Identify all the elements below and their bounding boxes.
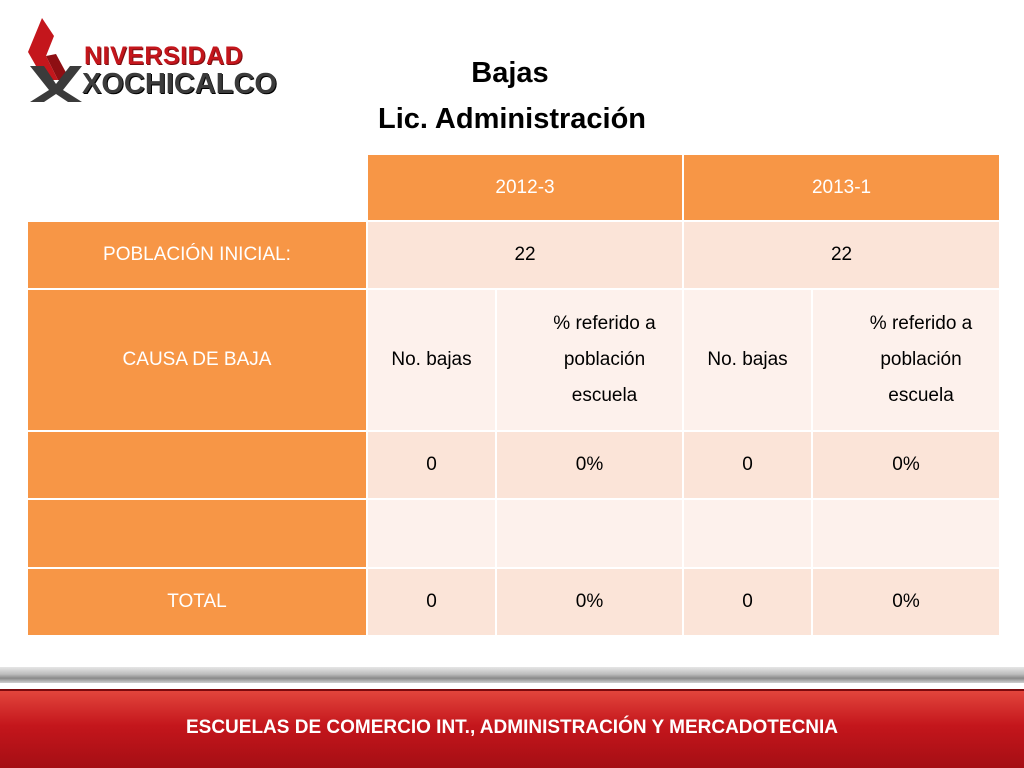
- row-label-cell: POBLACIÓN INICIAL:: [27, 221, 367, 289]
- table-row: [27, 221, 1000, 289]
- subheader-text-line: escuela: [571, 385, 638, 406]
- table-row: [27, 499, 1000, 568]
- bajas-table: [26, 153, 1001, 637]
- logo-text-niversidad: NIVERSIDAD: [84, 42, 244, 70]
- table-header-row: [27, 154, 1000, 221]
- table-cell: 0%: [812, 431, 1000, 499]
- table-cell: [812, 499, 1000, 568]
- footer-divider-band: [0, 667, 1024, 683]
- period-header-cell: 2012-3: [367, 154, 683, 221]
- slide-subtitle: Lic. Administración: [377, 103, 647, 135]
- subheader-cell: [812, 289, 1000, 431]
- subheader-text-line: población: [880, 349, 962, 370]
- table-row: [27, 289, 1000, 431]
- footer-text: ESCUELAS DE COMERCIO INT., ADMINISTRACIÓN Y MERCADOTECNIA: [185, 717, 839, 738]
- table-row: [27, 431, 1000, 499]
- table-cell: 0: [683, 431, 812, 499]
- table-cell: 0: [367, 431, 496, 499]
- logo-text-xochicalco: XOCHICALCO: [82, 68, 277, 100]
- slide-title: Bajas: [471, 57, 549, 89]
- poblacion-value-cell: 22: [683, 221, 1000, 289]
- table-cell: 0%: [812, 568, 1000, 636]
- subheader-text-line: población: [563, 349, 646, 370]
- table-cell: 0: [683, 568, 812, 636]
- subheader-cell: No. bajas: [683, 289, 812, 431]
- subheader-cell: No. bajas: [367, 289, 496, 431]
- table-cell: [496, 499, 683, 568]
- table-cell: [367, 499, 496, 568]
- subheader-text-line: % referido a: [553, 313, 656, 334]
- total-row: [27, 568, 1000, 636]
- subheader-text-line: escuela: [888, 385, 954, 406]
- table-cell: [683, 499, 812, 568]
- table-cell: 0%: [496, 568, 683, 636]
- table-cell: 0: [367, 568, 496, 636]
- table-cell: 0%: [496, 431, 683, 499]
- subheader-cell: [496, 289, 683, 431]
- row-label-cell: [27, 431, 367, 499]
- subheader-text-line: % referido a: [869, 313, 973, 334]
- row-label-cell: [27, 499, 367, 568]
- row-label-cell: TOTAL: [27, 568, 367, 636]
- row-label-cell: CAUSA DE BAJA: [27, 289, 367, 431]
- period-header-cell: 2013-1: [683, 154, 1000, 221]
- empty-corner-cell: [27, 154, 367, 221]
- poblacion-value-cell: 22: [367, 221, 683, 289]
